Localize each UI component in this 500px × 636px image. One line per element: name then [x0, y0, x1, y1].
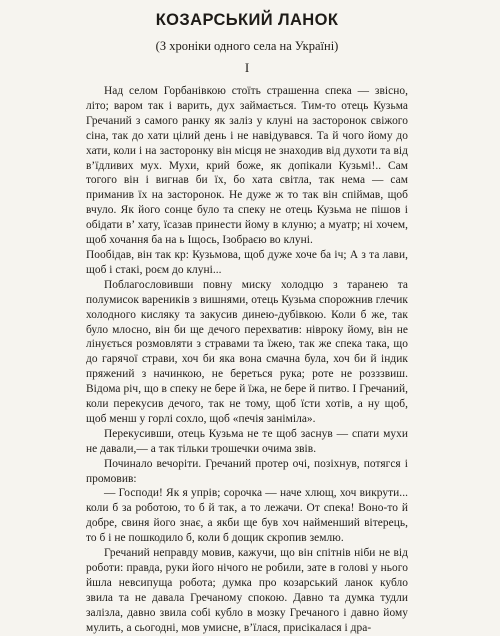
- paragraph-1-cont: Пообідав, він так кр: Кузьмова, щоб дуже хоче ба іч; А з та лави, щоб і стакі, роєм до клуні...: [86, 248, 408, 276]
- story-subtitle: (З хроніки одного села на Україні): [155, 39, 339, 53]
- story-body: [86, 84, 408, 636]
- paragraph-3: Перекусивши, отець Кузьма не те щоб заснув — спати мухи не давали,— а так тільки трошечки очима звів.: [86, 427, 408, 455]
- paragraph-1: Над селом Горбанівкою стоїть страшенна спека — звісно, літо; варом так і варить, дух займається. Тим-то отець Кузьма Гречаний з самого ранку як заліз у клуні на засторонок свіжого сіна, так до хати цілий день і не навідувався. Та й чого йому до хати, коли і на засторонку він місця не знаходив від духоти та від в’їдливих мух. Мухи, крий боже, як допікали Кузьмі!.. Сам тогого він і вигнав би їх, бо хата світла, так нема — сам приманив їх на засторонок. Не дуже ж то так він спіймав, щоб вчуло. Як його сонце було та спеку не отець Кузьма не пішов і обідати в’ хату, їсазав принести йому в клуню; а муатр; ні хочем, щоб хочання ба на ь Іщось, Ізобраєю во клуні.: [86, 85, 408, 247]
- chapter-number: І: [244, 60, 250, 75]
- paragraph-5: — Господи! Як я упрів; сорочка — наче хлющ, хоч викрути... коли б за роботою, то б й так, а то лежачи. От спека! Воно-то й добре, свиня його знає, а якби ще був хоч найменший вітерець, то б і не пошкодило б, коли б дощик скропив землю.: [86, 487, 408, 545]
- paragraph-2: Поблагословивши повну миску холодцю з таранею та полумисок вареників з вишнями, отець Кузьма спорожнив глечик холодного кисляку та закусив динею-дубівкою. Коли б же, так було млосно, він би ще дечого перехватив: нівроку йому, він не лінується розмовляти з стравами та їжею, так же спека така, що до гарячої страви, хоч би яка вона смачна була, хоч би й індик пряжений з начинкою, не береться рука; роте не розззвиш. Відома річ, що в спеку не бере й їжа, не бере й питво. І Гречаний, коли перекусив дечого, так не тому, щоб їсти хотів, а ну щоб, щоб менш у горлі сохло, щоб «печія заніміла».: [86, 278, 408, 425]
- paragraph-6: Гречаний неправду мовив, кажучи, що він спітнів ніби не від роботи: правда, руки його нічого не робили, зате в голові у нього йшла невсипуща робота; думка про козарський ланок кубло звила та не давала Гречаному спокою. Давно та думка тудли залізла, давно звила собі кубло в мозку Гречаного і давно йому мулить, а сьогодні, мов умисне, в’їлася, присікалася і дра-: [86, 547, 408, 634]
- story-title: КОЗАРСЬКИЙ ЛАНОК: [155, 11, 339, 29]
- paragraph-4: Починало вечоріти. Гречаний протер очі, позіхнув, потягся і промовив:: [86, 457, 408, 485]
